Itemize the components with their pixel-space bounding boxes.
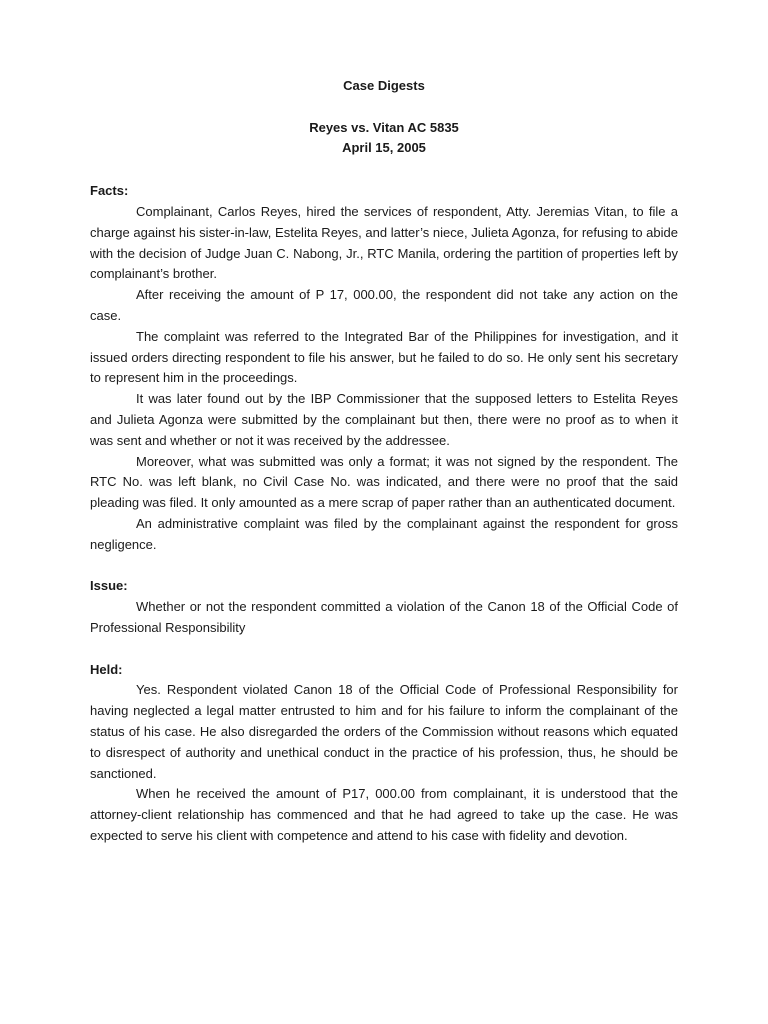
case-date: April 15, 2005: [342, 140, 426, 156]
facts-section: [90, 181, 678, 555]
facts-paragraph: After receiving the amount of P 17, 000.00, the respondent did not take any action on the case.: [90, 287, 678, 323]
facts-paragraph: Moreover, what was submitted was only a format; it was not signed by the respondent. The RTC No. was left blank, no Civil Case No. was indicated, and there were no proof that the said pleading was filed. It only amounted as a mere scrap of paper rather than an authenticated document.: [90, 453, 678, 511]
document-title: Case Digests: [343, 78, 425, 93]
case-name: Reyes vs. Vitan AC 5835: [309, 119, 459, 135]
held-section: [90, 660, 678, 847]
issue-section: [90, 576, 678, 638]
title-block: [90, 76, 678, 159]
issue-heading: Issue:: [90, 578, 128, 594]
facts-heading: Facts:: [90, 183, 129, 199]
facts-paragraph: The complaint was referred to the Integrated Bar of the Philippines for investigation, and it issued orders directing respondent to file his answer, but he failed to do so. He only sent his secretary to represent him in the proceedings.: [90, 328, 678, 386]
facts-paragraph: An administrative complaint was filed by the complainant against the respondent for gross negligence.: [90, 515, 678, 552]
held-paragraph: When he received the amount of P17, 000.00 from complainant, it is understood that the attorney-client relationship has commenced and that he had agreed to take up the case. He was expected to serve his client with competence and attend to his case with fidelity and devotion.: [90, 786, 678, 843]
facts-paragraph: It was later found out by the IBP Commissioner that the supposed letters to Estelita Reyes and Julieta Agonza were submitted by the complainant but then, there were no proof as to when it was sent and whether or not it was received by the addressee.: [90, 391, 678, 448]
facts-paragraph: Complainant, Carlos Reyes, hired the services of respondent, Atty. Jeremias Vitan, to file a charge against his sister-in-law, Estelita Reyes, and latter’s niece, Julieta Agonza, for refusing to abide with the decision of Judge Juan C. Nabong, Jr., RTC Manila, ordering the partition of properties left by complainant’s brother.: [90, 203, 678, 282]
document-page: [90, 76, 678, 847]
held-heading: Held:: [90, 661, 123, 677]
held-paragraph: Yes. Respondent violated Canon 18 of the Official Code of Professional Responsibility for having neglected a legal matter entrusted to him and for his failure to inform the complainant of the status of his case. He also disregarded the orders of the Commission without reasons which equated to disrespect of authority and unethical conduct in the practice of his profession, thus, he should be sanctioned.: [90, 682, 678, 781]
issue-paragraph: Whether or not the respondent committed a violation of the Canon 18 of the Official Code of Professional Responsibility: [90, 599, 678, 635]
